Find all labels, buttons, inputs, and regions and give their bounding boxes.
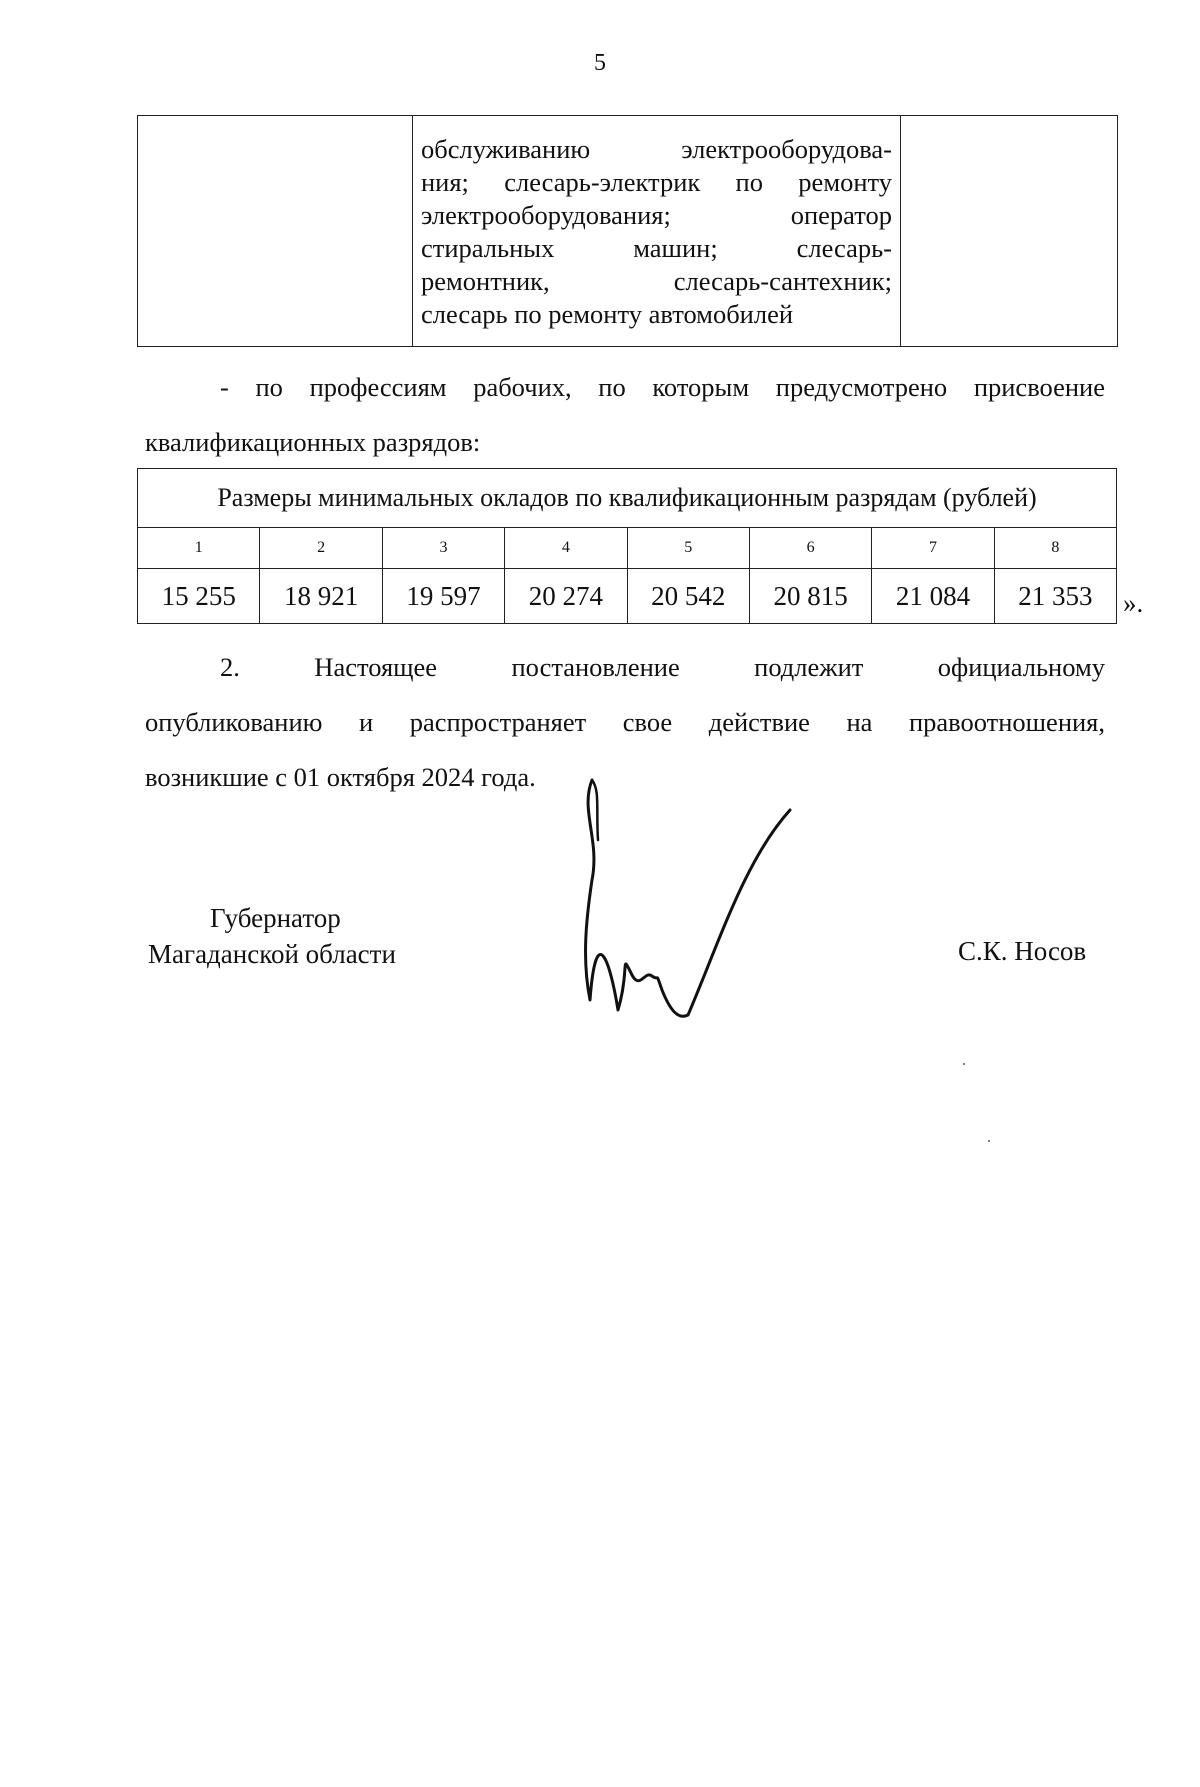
position-line-1: Губернатор	[210, 903, 341, 933]
salary-table-title: Размеры минимальных окладов по квалификационным разрядам (рублей)	[138, 469, 1117, 528]
clause-2-line-2: опубликованию и распространяет свое действие на правоотношения,	[145, 707, 1105, 737]
intro-line-1: - по профессиям рабочих, по которым предусмотрено присвоение	[220, 372, 1105, 402]
rank-cell: 7	[872, 528, 994, 569]
page-number: 5	[594, 50, 606, 76]
amount-cell: 20 542	[627, 569, 749, 624]
table-cell-empty-right	[901, 116, 1118, 347]
position-line-2: Магаданской области	[148, 939, 396, 969]
signatory-position	[148, 900, 396, 972]
amount-cell: 21 084	[872, 569, 994, 624]
rank-cell: 3	[382, 528, 504, 569]
amount-cell: 15 255	[138, 569, 260, 624]
closing-quote: ».	[1123, 588, 1144, 618]
salary-table	[137, 468, 1117, 624]
amount-cell: 20 815	[749, 569, 871, 624]
clause-2-line-1: 2. Настоящее постановление подлежит официальному	[220, 652, 1105, 682]
rank-cell: 5	[627, 528, 749, 569]
professions-line: обслуживанию электрооборудова-	[421, 134, 892, 164]
professions-line: стиральных машин; слесарь-	[421, 233, 892, 263]
table-row	[138, 469, 1117, 528]
scan-speck	[988, 1140, 990, 1142]
professions-cell	[413, 116, 901, 347]
professions-line: электрооборудования; оператор	[421, 200, 892, 230]
table-row	[138, 569, 1117, 624]
rank-cell: 1	[138, 528, 260, 569]
handwritten-signature	[570, 770, 800, 1030]
rank-cell: 6	[749, 528, 871, 569]
amount-cell: 18 921	[260, 569, 382, 624]
professions-line: ния; слесарь-электрик по ремонту	[421, 167, 892, 197]
continuation-table	[137, 115, 1118, 347]
intro-line-2: квалификационных разрядов:	[145, 427, 481, 457]
professions-line: ремонтник, слесарь-сантехник;	[421, 266, 892, 296]
scan-speck	[963, 1063, 965, 1065]
intro-paragraph	[145, 360, 1105, 470]
table-row	[138, 528, 1117, 569]
rank-cell: 4	[505, 528, 627, 569]
amount-cell: 19 597	[382, 569, 504, 624]
amount-cell: 20 274	[505, 569, 627, 624]
amount-cell: 21 353	[994, 569, 1116, 624]
rank-cell: 2	[260, 528, 382, 569]
clause-2-line-3: возникшие с 01 октября 2024 года.	[145, 762, 536, 792]
table-cell-empty-left	[138, 116, 413, 347]
professions-line: слесарь по ремонту автомобилей	[421, 299, 794, 329]
table-row	[138, 116, 1118, 347]
signatory-name: С.К. Носов	[958, 936, 1087, 966]
rank-cell: 8	[994, 528, 1116, 569]
